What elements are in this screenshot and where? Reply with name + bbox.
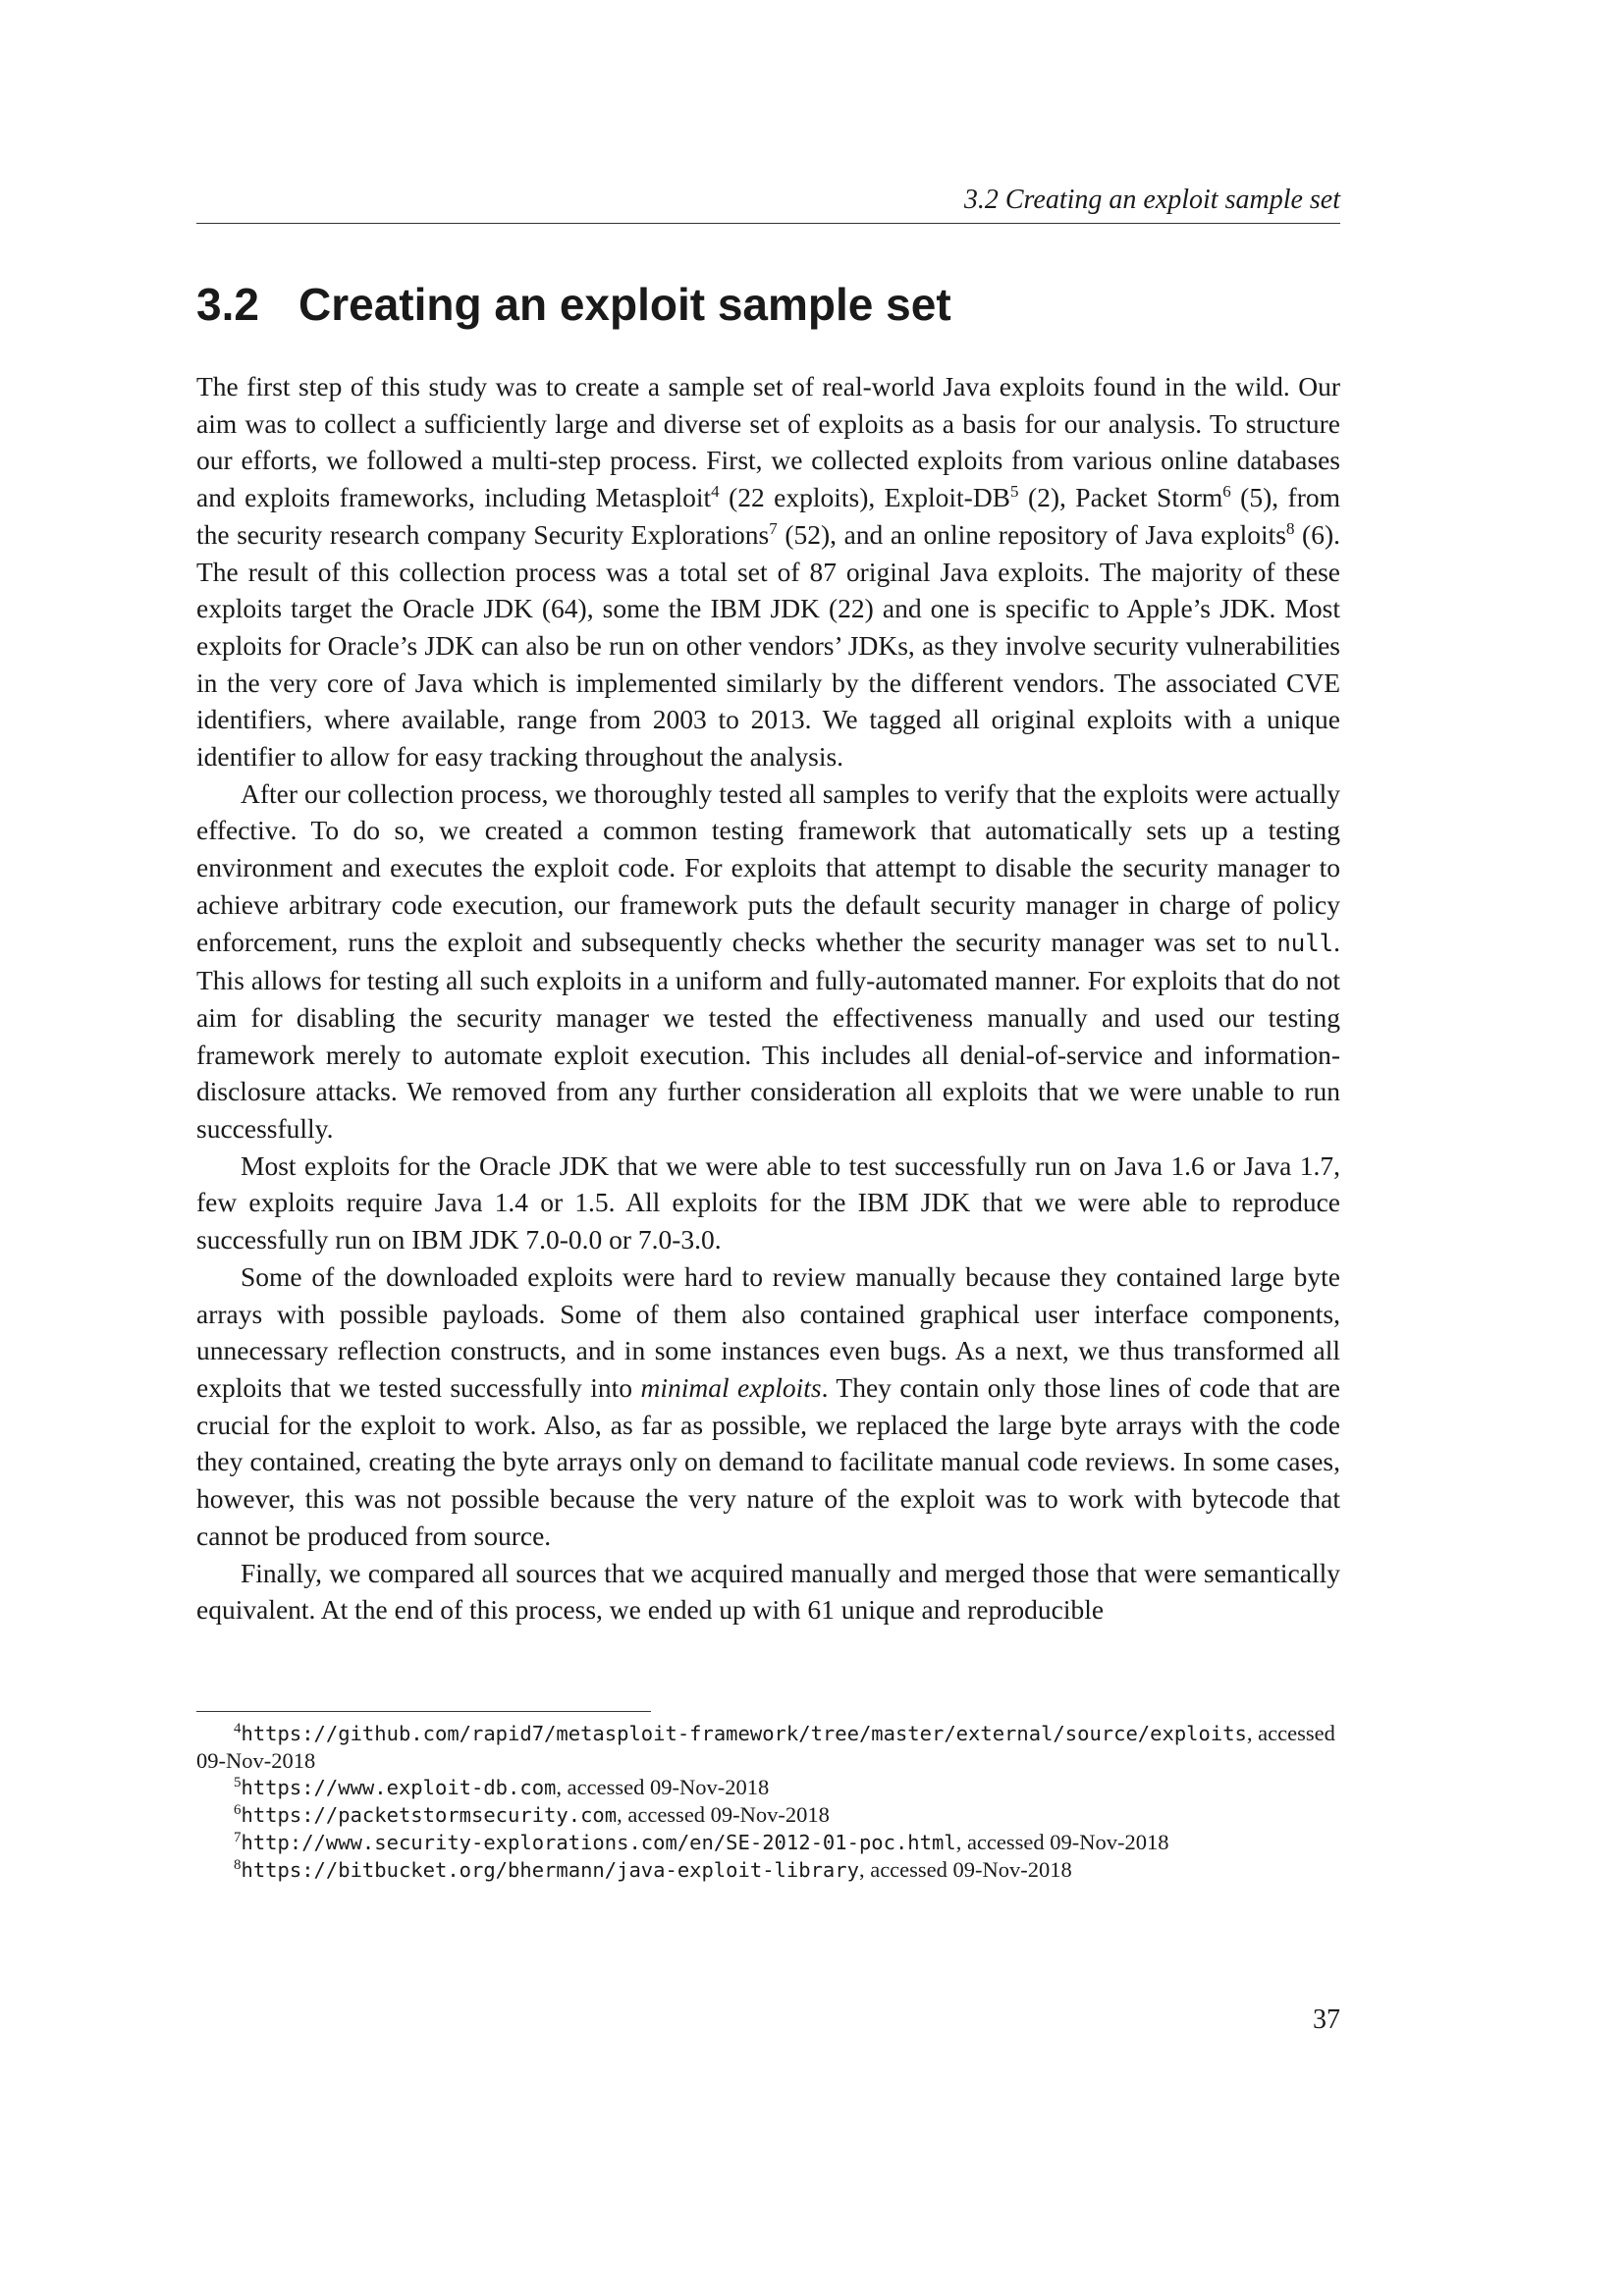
- footnote-marker: 8: [234, 1857, 242, 1873]
- paragraph-2-text-b: . This allows for testing all such exploits in a uniform and fully-automated manner. For exploits that do not aim for disabling the security manager we tested the effectiveness manually and used our testing framework merely to automate exploit execution. This includes all denial-of-service and information-disclosure attacks. We removed from any further consideration all exploits that we were unable to run successfully.: [196, 926, 1340, 1145]
- footnote-ref-6[interactable]: 6: [1222, 482, 1231, 502]
- paragraph-1-text-f: (6). The result of this collection process was a total set of 87 original Java exploits. The majority of these exploits target the Oracle JDK (64), some the IBM JDK (22) and one is specific to Apple’s JDK. Most exploits for Oracle’s JDK can also be run on other vendors’ JDKs, as they involve security vulnerabilities in the very core of Java which is implemented similarly by the different vendors. The associated CVE identifiers, where available, range from 2003 to 2013. We tagged all original exploits with a unique identifier to allow for easy tracking throughout the analysis.: [196, 518, 1340, 773]
- paragraph-1: [196, 368, 1340, 775]
- footnote-rule: [196, 1711, 651, 1712]
- paragraph-5: Finally, we compared all sources that we acquired manually and merged those that were semantically equivalent. At the end of this process, we ended up with 61 unique and reproducible: [196, 1557, 1340, 1626]
- paragraph-3: Most exploits for the Oracle JDK that we were able to test successfully run on Java 1.6 or Java 1.7, few exploits require Java 1.4 or 1.5. All exploits for the IBM JDK that we were able to reproduce successfully run on IBM JDK 7.0-0.0 or 7.0-3.0.: [196, 1149, 1340, 1255]
- paragraph-4-text-a: Some of the downloaded exploits were hard to review manually because they contained large byte arrays with possible payloads. Some of them also contained graphical user interface components, unnecessary reflection constructs, and in some instances even bugs. As a next, we thus transformed all exploits that we tested successfully into: [196, 1260, 1340, 1403]
- footnote-7: [196, 1829, 1340, 1856]
- paragraph-1-text-b: (22 exploits), Exploit-DB: [719, 482, 1011, 513]
- footnote-marker: 7: [234, 1830, 242, 1845]
- footnote-marker: 6: [234, 1802, 242, 1818]
- footnote-note: , accessed 09-Nov-2018: [617, 1802, 830, 1827]
- footnote-4: [196, 1720, 1340, 1774]
- paragraph-1-text-d: (5), from the security research company Security Explorations: [196, 482, 1340, 550]
- page-number: 37: [1313, 2004, 1340, 2035]
- footnote-link[interactable]: http://www.security-explorations.com/en/SE-2012-01-poc.html: [241, 1831, 956, 1854]
- section-number: 3.2: [196, 279, 259, 330]
- footnote-6: [196, 1801, 1340, 1829]
- footnote-link[interactable]: https://packetstormsecurity.com: [241, 1803, 618, 1827]
- footnote-note: , accessed 09-Nov-2018: [858, 1857, 1072, 1882]
- paragraph-2: [196, 775, 1340, 1148]
- body-text: [196, 368, 1340, 1629]
- footnote-link[interactable]: https://bitbucket.org/bhermann/java-exploit-library: [241, 1858, 859, 1882]
- footnote-ref-7[interactable]: 7: [769, 518, 778, 538]
- page: [196, 0, 1340, 2296]
- paragraph-2-text-a: After our collection process, we thoroughly tested all samples to verify that the exploits were actually effective. To do so, we created a common testing framework that automatically sets up a testing environment and executes the exploit code. For exploits that attempt to disable the security manager to achieve arbitrary code execution, our framework puts the default security manager in charge of policy enforcement, runs the exploit and subsequently checks whether the security manager was set to: [196, 777, 1340, 957]
- section-heading: [196, 275, 951, 334]
- footnote-8: [196, 1856, 1340, 1884]
- footnote-link[interactable]: https://www.exploit-db.com: [241, 1776, 557, 1799]
- footnote-marker: 4: [234, 1721, 242, 1736]
- paragraph-4-text-b: . They contain only those lines of code that are crucial for the exploit to work. Also, as far as possible, we replaced the large byte arrays with the code they contained, creating the byte arrays only on demand to facilitate manual code reviews. In some cases, however, this was not possible because the very nature of the exploit was to work with bytecode that cannot be produced from source.: [196, 1371, 1341, 1551]
- emphasis-minimal-exploits: minimal exploits: [640, 1371, 822, 1403]
- paragraph-1-text-c: (2), Packet Storm: [1018, 482, 1223, 513]
- paragraph-1-text-e: (52), and an online repository of Java exploits: [777, 518, 1286, 550]
- footnote-note: , accessed 09-Nov-2018: [955, 1830, 1169, 1854]
- inline-code-null: null: [1276, 929, 1334, 957]
- footnote-link[interactable]: https://github.com/rapid7/metasploit-framework/tree/master/external/source/exploits: [241, 1722, 1247, 1745]
- footnotes: [196, 1720, 1340, 1884]
- paragraph-1-text-a: The first step of this study was to create a sample set of real-world Java exploits found in the wild. Our aim was to collect a sufficiently large and diverse set of exploits as a basis for our analysis. To structure our efforts, we followed a multi-step process. First, we collected exploits from various online databases and exploits frameworks, including Metasploit: [196, 371, 1340, 513]
- footnote-note: , accessed 09-Nov-2018: [196, 1721, 1335, 1773]
- running-header: 3.2 Creating an exploit sample set: [963, 185, 1340, 215]
- section-title: Creating an exploit sample set: [298, 279, 951, 330]
- footnote-note: , accessed 09-Nov-2018: [556, 1775, 770, 1799]
- footnote-ref-8[interactable]: 8: [1285, 518, 1295, 538]
- paragraph-4: [196, 1258, 1340, 1555]
- footnote-ref-4[interactable]: 4: [711, 482, 720, 502]
- footnote-5: [196, 1774, 1340, 1801]
- footnote-marker: 5: [234, 1775, 242, 1790]
- header-rule: [196, 223, 1340, 224]
- footnote-ref-5[interactable]: 5: [1010, 482, 1019, 502]
